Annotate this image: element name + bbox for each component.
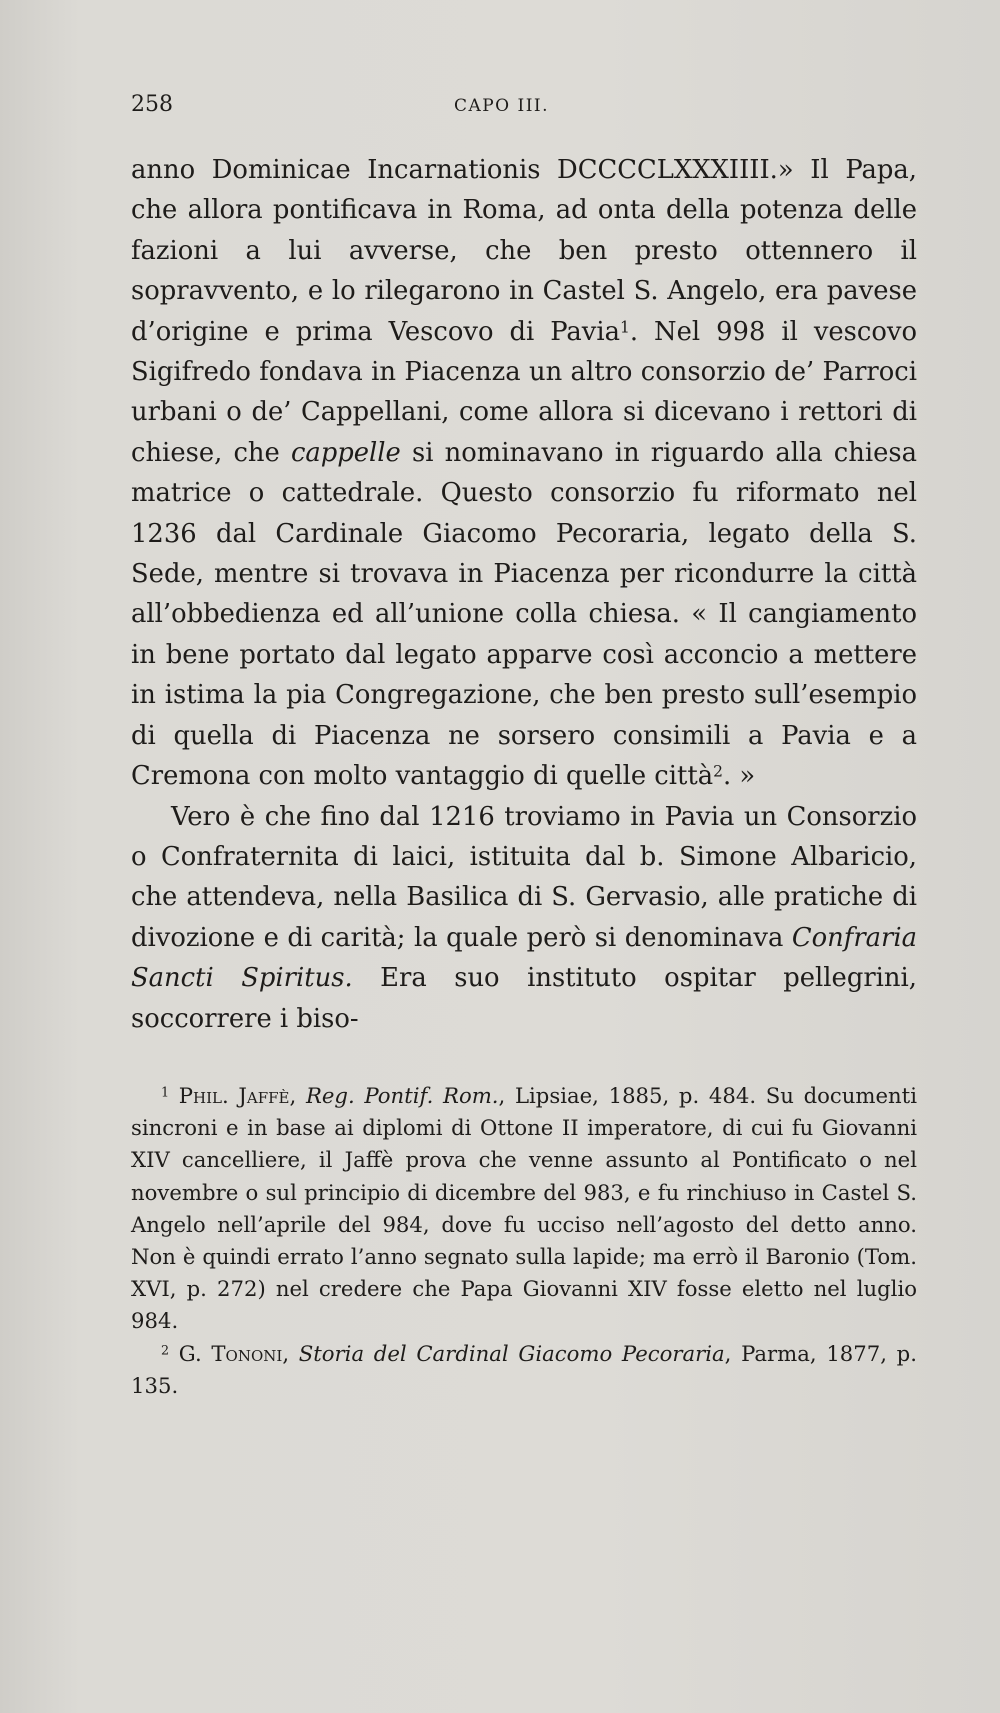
footnote-1: $^1$ Phil. Jaffè, Reg. Pontif. Rom., Lipsiae, 1885, p. 484. Su documenti sincroni e in base ai diplomi di Ottone II imperatore, di cui fu Giovanni XIV cancelliere, il Jaffè prova che venne assunto al Pontificato o nel novembre o sul principio di dicembre del 983, e fu rinchiuso in Castel S. Angelo nell’aprile del 984, dove fu ucciso nell’agosto del detto anno. Non è quindi errato l’anno segnato sulla lapide; ma errò il Baronio (Tom. XVI, p. 272) nel credere che Papa Giovanni XIV fosse eletto nel luglio 984. <box>131 1083 917 1334</box>
footnote-2-author: G. Tononi <box>178 1340 283 1366</box>
main-text <box>131 150 917 1039</box>
paragraph-2 <box>131 797 917 1039</box>
paragraph-1-text-d: . » <box>722 761 756 792</box>
footnote-2-mark: 2 <box>161 1342 170 1358</box>
footnote-2-title: Storia del Cardinal Giacomo Pecoraria <box>298 1340 725 1366</box>
paragraph-1-text-b: . Nel 998 il vescovo Sigifredo fondava in Piacenza un altro consorzio de’ Parroci urbani o de’ Cappellani, come allora si dicevano i rettori di chiese, che <box>131 316 917 468</box>
paragraph-2-text-a: Vero è che fino dal 1216 troviamo in Pavia un Consorzio o Confraternita di laici, istituita dal b. Simone Albaricio, che attendeva, nella Basilica di S. Gervasio, alle pratiche di divozione e di carità; la quale però si denominava <box>131 801 917 953</box>
footnotes <box>131 1080 917 1402</box>
running-head: CAPO III. <box>453 96 550 116</box>
footnote-1-author: Phil. Jaffè <box>178 1083 290 1108</box>
paragraph-1-italic: cappelle <box>290 437 401 468</box>
footnote-ref-2: 2 <box>713 762 723 781</box>
footnote-ref-1: 1 <box>620 317 630 336</box>
page-number: 258 <box>131 92 173 117</box>
footnote-1-text: , Lipsiae, 1885, p. 484. Su documenti sincroni e in base ai diplomi di Ottone II imperatore, di cui fu Giovanni XIV cancelliere, il Jaffè prova che venne assunto al Pontificato o nel novembre o sul principio di dicembre del 983, e fu rinchiuso in Castel S. Angelo nell’aprile del 984, dove fu ucciso nell’agosto del detto anno. Non è quindi errato l’anno segnato sulla lapide; ma errò il Baronio (Tom. XVI, p. 272) nel credere che Papa Giovanni XIV fosse eletto nel luglio 984. <box>131 1083 917 1334</box>
paragraph-1-text-a: anno Dominicae Incarnationis DCCCCLXXXIIII.» Il Papa, che allora pontificava in Roma, ad onta della potenza delle fazioni a lui avverse, che ben presto ottennero il sopravvento, e lo rilegarono in Castel S. Angelo, era pavese d’origine e prima Vescovo di Pavia <box>131 155 917 347</box>
paragraph-2-italic: Confraria Sancti Spiritus. <box>131 922 917 994</box>
paragraph-2-text-b: Era suo instituto ospitar pellegrini, soccorrere i biso- <box>131 963 917 1034</box>
paragraph-1-text-c: si nominavano in riguardo alla chiesa matrice o cattedrale. Questo consorzio fu riformato nel 1236 dal Cardinale Giacomo Pecoraria, legato della S. Sede, mentre si trovava in Piacenza per ricondurre la città all’obbedienza ed all’unione colla chiesa. « Il cangiamento in bene portato dal legato apparve così acconcio a mettere in istima la pia Congregazione, che ben presto sull’esempio di quella di Piacenza ne sorsero consimili a Pavia e a Cremona con molto vantaggio di quelle città <box>131 437 917 792</box>
footnote-1-mark: 1 <box>161 1084 170 1100</box>
footnote-1-title: Reg. Pontif. Rom. <box>305 1083 499 1108</box>
page-header <box>131 92 872 124</box>
paragraph-1 <box>131 150 917 797</box>
footnote-2: $^2$ G. Tononi, Storia del Cardinal Giacomo Pecoraria, Parma, 1877, p. 135. <box>131 1340 917 1398</box>
footnote-2-text: , Parma, 1877, p. 135. <box>131 1340 917 1398</box>
